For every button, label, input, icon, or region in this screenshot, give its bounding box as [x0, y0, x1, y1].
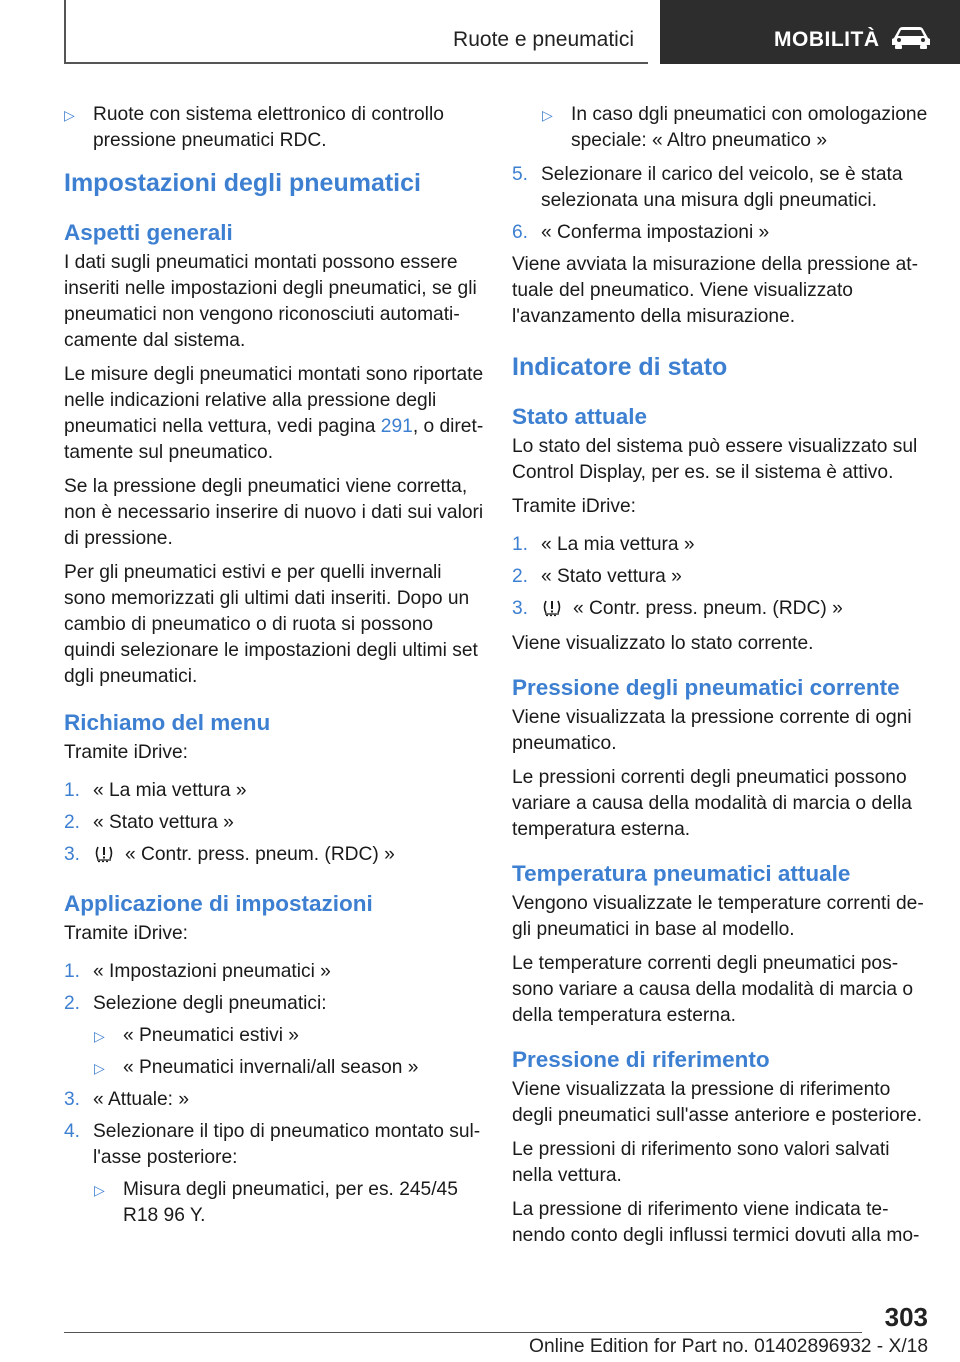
step-number: 5.: [512, 164, 529, 185]
list-item: [512, 220, 928, 246]
heading-current-temperature: Temperatura pneumatici attuale: [512, 861, 851, 886]
sub-item-text: In caso dgli pneumatici con omologazione speciale: « Altro pneumatico »: [571, 104, 928, 151]
step-text: « Impostazioni pneumatici »: [93, 961, 331, 982]
paragraph: Viene visualizzato lo stato corrente.: [512, 633, 814, 654]
heading-general: Aspetti generali: [64, 220, 233, 245]
step-text: « Stato vettura »: [541, 566, 682, 587]
bullet-marker: ▷: [94, 1182, 105, 1198]
step-number: 3.: [64, 1089, 81, 1110]
step-text: « Contr. press. pneum. (RDC) »: [64, 842, 484, 871]
heading-current-status: Stato attuale: [512, 404, 648, 429]
bullet-marker: ▷: [94, 1060, 105, 1076]
list-item: [512, 596, 928, 625]
list-item: [512, 564, 928, 590]
tire-warning-icon: [93, 843, 115, 871]
list-item: [512, 532, 928, 558]
step-number: 1.: [64, 961, 81, 982]
sub-item-text: Misura degli pneumatici, per es. 245/45 R18 96 Y.: [123, 1179, 458, 1226]
page-link[interactable]: 291: [380, 416, 413, 437]
step-text: Selezione degli pneumatici:: [93, 993, 327, 1014]
paragraph: La pressione di riferimento viene indicata tenendo conto degli influssi termici dovuti alla mo-: [512, 1199, 920, 1246]
paragraph: Le pressioni di riferimento sono valori salvati nella vettura.: [512, 1139, 890, 1186]
heading-current-pressure: Pressione degli pneumatici corrente: [512, 675, 900, 700]
step-number: 2.: [64, 812, 81, 833]
step-text: « Stato vettura »: [93, 812, 234, 833]
list-item: [64, 1087, 484, 1113]
list-item: [64, 102, 484, 154]
paragraph: Le misure degli pneumatici montati sono riportate nelle indicazioni relative alla pressione degli pneumatici nella vettura, vedi pagina 291, o direttamente sul pneumatico.: [64, 364, 484, 463]
tire-warning-icon: [541, 597, 563, 625]
list-item: [512, 162, 928, 214]
paragraph: Viene avviata la misurazione della pressione attuale del pneumatico. Viene visualizzato l'avanzamento della misurazione.: [512, 254, 919, 327]
step-text: « Contr. press. pneum. (RDC) »: [512, 596, 928, 625]
heading-menu-call: Richiamo del menu: [64, 710, 271, 735]
step-text: Selezionare il tipo di pneumatico montato sull'asse posteriore:: [93, 1121, 481, 1168]
step-text: « La mia vettura »: [93, 780, 247, 801]
heading-reference-pressure: Pressione di riferimento: [512, 1047, 770, 1072]
section-title: Ruote e pneumatici: [453, 28, 634, 51]
list-item: [64, 1119, 484, 1171]
paragraph: I dati sugli pneumatici montati possono essere inseriti nelle impostazioni degli pneumatici, se gli pneumatici non vengono riconosciuti automaticamente dal sistema.: [64, 252, 477, 351]
sub-item-text: « Pneumatici estivi »: [123, 1025, 299, 1046]
list-item: [64, 778, 484, 804]
list-item: [64, 959, 484, 985]
step-number: 1.: [512, 534, 529, 555]
list-item: [64, 842, 484, 871]
list-item: [94, 1055, 484, 1081]
list-item: [64, 991, 484, 1017]
list-item: [64, 810, 484, 836]
intro-text: Tramite iDrive:: [512, 496, 637, 517]
intro-text: Tramite iDrive:: [64, 923, 189, 944]
paragraph: Per gli pneumatici estivi e per quelli invernali sono memorizzati gli ultimi dati inseriti. Dopo un cambio di pneumatico o di ruota si possono quindi selezionare le impostazioni degli ultimi set dgli pneumatici.: [64, 562, 478, 687]
step-number: 3.: [64, 844, 81, 865]
step-number: 4.: [64, 1121, 81, 1142]
list-item: [542, 102, 928, 154]
sub-item-text: « Pneumatici invernali/all season »: [123, 1057, 419, 1078]
step-number: 6.: [512, 222, 529, 243]
paragraph: Lo stato del sistema può essere visualizzato sul Control Display, per es. se il sistema è attivo.: [512, 436, 918, 483]
step-text: « Conferma impostazioni »: [541, 222, 770, 243]
bullet-marker: ▷: [64, 107, 75, 123]
bullet-marker: ▷: [94, 1028, 105, 1044]
edition-note: Online Edition for Part no. 01402896932 - X/18: [529, 1336, 928, 1357]
list-item: [94, 1177, 484, 1229]
page-number: 303: [884, 1302, 928, 1332]
header-divider-bottom: [64, 62, 648, 64]
intro-text: Tramite iDrive:: [64, 742, 189, 763]
heading-status-indicator: Indicatore di stato: [512, 353, 728, 381]
step-text: « Attuale: »: [93, 1089, 190, 1110]
paragraph: Viene visualizzata la pressione corrente di ogni pneumatico.: [512, 707, 912, 754]
paragraph: Se la pressione degli pneumatici viene corretta, non è necessario inserire di nuovo i dati sui valori di pressione.: [64, 476, 484, 549]
footer-divider: [64, 1332, 862, 1333]
paragraph: Viene visualizzata la pressione di riferimento degli pneumatici sull'asse anteriore e posteriore.: [512, 1079, 923, 1126]
step-number: 3.: [512, 598, 529, 619]
list-item-text: Ruote con sistema elettronico di controllo pressione pneumatici RDC.: [93, 104, 444, 151]
step-number: 2.: [512, 566, 529, 587]
heading-apply-settings: Applicazione di impostazioni: [64, 891, 373, 916]
chapter-tab[interactable]: [660, 0, 960, 64]
header-divider-left: [64, 0, 66, 64]
paragraph: Le temperature correnti degli pneumatici possono variare a causa della modalità di marcia o della temperatura esterna.: [512, 953, 914, 1026]
left-column: [64, 102, 484, 1235]
step-text: Selezionare il carico del veicolo, se è stata selezionata una misura dgli pneumatici.: [541, 164, 903, 211]
step-number: 1.: [64, 780, 81, 801]
paragraph: Vengono visualizzate le temperature correnti degli pneumatici in base al modello.: [512, 893, 924, 940]
car-icon: [890, 24, 932, 56]
step-text: « La mia vettura »: [541, 534, 695, 555]
heading-tire-settings: Impostazioni degli pneumatici: [64, 169, 421, 197]
paragraph: Le pressioni correnti degli pneumatici possono variare a causa della modalità di marcia o della temperatura esterna.: [512, 767, 912, 840]
chapter-tab-label: MOBILITÀ: [774, 28, 880, 51]
list-item: [94, 1023, 484, 1049]
bullet-marker: ▷: [542, 107, 553, 123]
right-column: [512, 102, 928, 1257]
step-number: 2.: [64, 993, 81, 1014]
